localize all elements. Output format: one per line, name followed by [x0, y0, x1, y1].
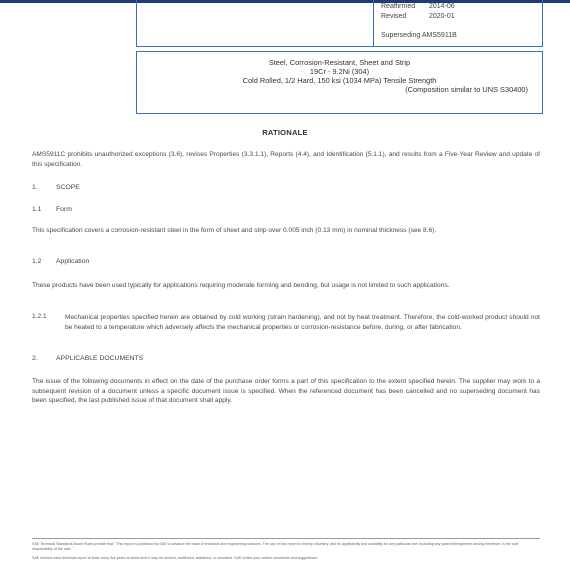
section-1-1-heading: [32, 206, 72, 213]
form-text: This specification covers a corrosion-resistant steel in the form of sheet and strip over 0.005 inch (0.13 mm) in nominal thickness (see 8.6).: [32, 227, 437, 234]
footer-line-1: SAE Technical Standards Board Rules provide that: "This report is published by SAE to advance the state of technical and engineering sciences. The use of this report is entirely voluntary, and its applicability and suitability for any particular use, including any patent infringement arising therefrom, is the sole responsibility of the user.": [32, 542, 519, 551]
section-number: 1.2: [32, 258, 42, 265]
rationale-text: AMS5911C prohibits unauthorized exceptions (3.6), revises Properties (3.3.1.1), Reports (4.4), and Identification (5.1.1), and results from a Five-Year Review and update of this specification.: [32, 151, 540, 168]
section-1-2-heading: [32, 258, 89, 265]
revised-date: 2020-01: [428, 13, 455, 20]
section-title: SCOPE: [56, 184, 80, 191]
reaffirmed-label: Reaffirmed: [381, 3, 416, 10]
revised-label: Revised: [381, 13, 407, 20]
section-1-heading: [32, 184, 80, 191]
rationale-heading: RATIONALE: [262, 128, 308, 137]
section-1-2-1-text: Mechanical properties specified herein are obtained by cold working (strain hardening), and not by heat treatment. Therefore, the cold-worked product should not be heated to a temperature which adversely affects the mechanical properties or corrosion-resistance before, during, or after fabrication.: [65, 314, 540, 331]
application-text: These products have been used typically for applications requiring moderate forming and bending, but usage is not limited to such applications.: [32, 282, 450, 289]
section-1-2-1-number: 1.2.1: [32, 313, 47, 320]
header-box: [136, 0, 543, 47]
title-line-4: (Composition similar to UNS S30400): [405, 85, 528, 94]
section-title: APPLICABLE DOCUMENTS: [56, 355, 144, 362]
header-divider: [373, 0, 374, 47]
section-title: Application: [56, 258, 90, 265]
reaffirmed-row: [381, 3, 455, 10]
reaffirmed-date: 2014-06: [428, 3, 455, 10]
applicable-documents-text: The issue of the following documents in effect on the date of the purchase order forms a part of this specification to the extent specified herein. The supplier may work to a subsequent revision of a document unless a specific document issue is specified. When the referenced document has been cancelled and no superseding document has been specified, the last published issue of that document shall apply.: [32, 378, 540, 404]
section-2-heading: [32, 355, 143, 362]
section-number: 1.1: [32, 206, 42, 213]
superseding-text: Superseding AMS5911B: [381, 32, 457, 39]
title-line-3: Cold Rolled, 1/2 Hard, 150 ksi (1034 MPa) Tensile Strength: [242, 76, 437, 85]
section-title: Form: [56, 206, 72, 213]
title-line-2: 19Cr - 9.2Ni (304): [309, 67, 370, 76]
section-number: 1.: [32, 184, 38, 191]
revised-row: [381, 13, 455, 20]
section-number: 2.: [32, 355, 38, 362]
title-line-1: Steel, Corrosion-Resistant, Sheet and Strip: [268, 58, 411, 67]
footer-rule: [32, 538, 540, 539]
footer-line-2: SAE reviews each technical report at least every five years at which time it may be revised, reaffirmed, stabilized, or cancelled. SAE invites your written comments and suggestions.: [32, 556, 318, 560]
